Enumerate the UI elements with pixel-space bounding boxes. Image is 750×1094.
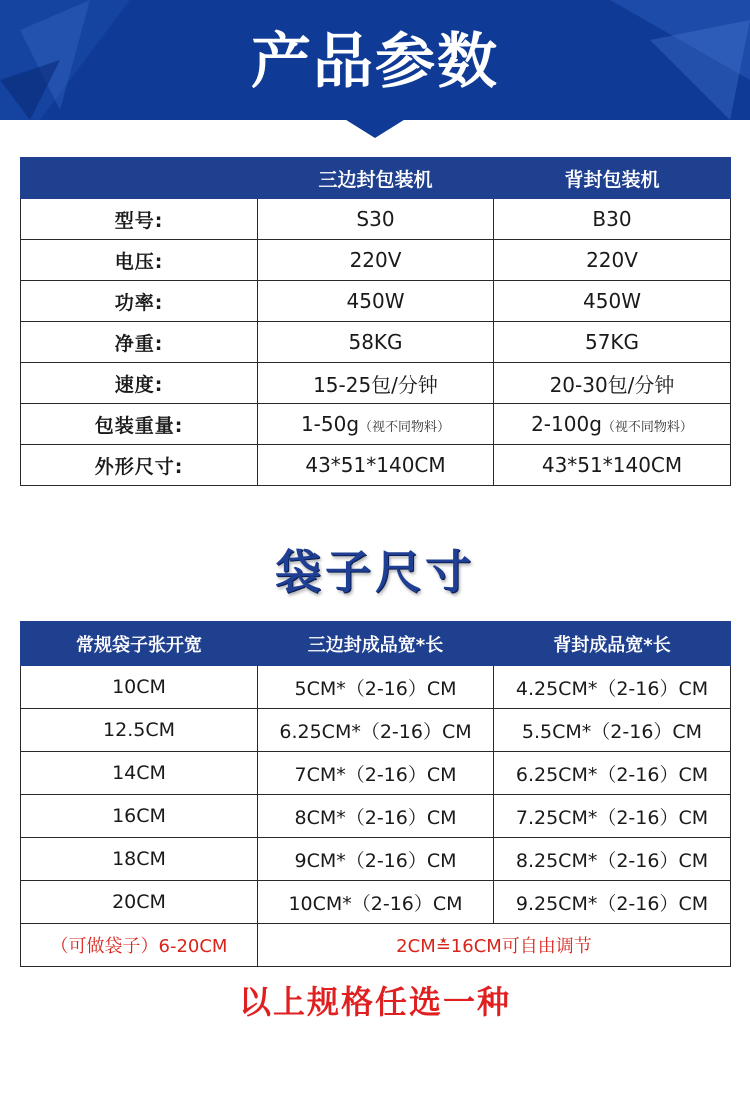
cell-value: 57KG <box>494 322 731 363</box>
params-table <box>20 157 731 486</box>
table-row <box>21 199 731 240</box>
params-header-back-seal: 背封包装机 <box>494 158 731 199</box>
cell-value: 6.25CM*（2-16）CM <box>258 709 494 752</box>
row-label: 电压: <box>21 240 258 281</box>
cell-value: B30 <box>494 199 731 240</box>
cell-value: 18CM <box>21 838 258 881</box>
cell-value: 6.25CM*（2-16）CM <box>494 752 731 795</box>
cell-value: 12.5CM <box>21 709 258 752</box>
table-row <box>21 666 731 709</box>
table-row <box>21 281 731 322</box>
custom-size-row <box>21 924 731 967</box>
cell-value: 8.25CM*（2-16）CM <box>494 838 731 881</box>
table-row <box>21 445 731 486</box>
params-header-row <box>21 158 731 199</box>
table-row <box>21 795 731 838</box>
table-row <box>21 240 731 281</box>
cell-value: 20CM <box>21 881 258 924</box>
cell-value: 15-25包/分钟 <box>258 363 494 404</box>
bag-header-open-width: 常规袋子张开宽 <box>21 622 258 666</box>
cell-value: 7CM*（2-16）CM <box>258 752 494 795</box>
cell-value: 7.25CM*（2-16）CM <box>494 795 731 838</box>
row-label: 外形尺寸: <box>21 445 258 486</box>
cell-value: 220V <box>494 240 731 281</box>
params-header-three-side: 三边封包装机 <box>258 158 494 199</box>
table-row <box>21 838 731 881</box>
table-row <box>21 363 731 404</box>
cell-value: 5CM*（2-16）CM <box>258 666 494 709</box>
params-header-empty <box>21 158 258 199</box>
cell-value: 10CM*（2-16）CM <box>258 881 494 924</box>
page-title: 产品参数 <box>251 27 499 97</box>
table-row <box>21 752 731 795</box>
banner-notch <box>343 118 407 138</box>
cell-value: 220V <box>258 240 494 281</box>
table-row <box>21 881 731 924</box>
weight-value: 1-50g <box>300 412 360 436</box>
weight-note: （视不同物料） <box>359 420 451 435</box>
cell-value: 9.25CM*（2-16）CM <box>494 881 731 924</box>
cell-value: 58KG <box>258 322 494 363</box>
cell-value: 10CM <box>21 666 258 709</box>
cell-value <box>494 404 731 445</box>
cell-value: S30 <box>258 199 494 240</box>
cell-value: 43*51*140CM <box>494 445 731 486</box>
custom-bag-range: （可做袋子）6-20CM <box>21 924 258 967</box>
table-row <box>21 322 731 363</box>
cell-value: 43*51*140CM <box>258 445 494 486</box>
cell-value: 8CM*（2-16）CM <box>258 795 494 838</box>
adjustable-range: 2CM≛16CM可自由调节 <box>258 924 731 967</box>
header-banner <box>0 0 750 120</box>
cell-value: 16CM <box>21 795 258 838</box>
row-label: 功率: <box>21 281 258 322</box>
cell-value: 20-30包/分钟 <box>494 363 731 404</box>
row-label: 速度: <box>21 363 258 404</box>
cell-value: 5.5CM*（2-16）CM <box>494 709 731 752</box>
cell-value: 450W <box>494 281 731 322</box>
cell-value: 9CM*（2-16）CM <box>258 838 494 881</box>
bag-header-back-seal: 背封成品宽*长 <box>494 622 731 666</box>
weight-note: （视不同物料） <box>601 420 693 435</box>
cell-value: 14CM <box>21 752 258 795</box>
bag-section-title: 袋子尺寸 <box>275 545 475 599</box>
footer-note: 以上规格任选一种 <box>238 983 511 1021</box>
row-label: 型号: <box>21 199 258 240</box>
weight-value: 2-100g <box>531 412 602 436</box>
row-label: 净重: <box>21 322 258 363</box>
row-label: 包装重量: <box>21 404 258 445</box>
table-row <box>21 404 731 445</box>
cell-value <box>258 404 494 445</box>
table-row <box>21 709 731 752</box>
cell-value: 4.25CM*（2-16）CM <box>494 666 731 709</box>
bag-size-table <box>20 621 731 967</box>
cell-value: 450W <box>258 281 494 322</box>
bag-header-row <box>21 622 731 666</box>
bag-header-three-side: 三边封成品宽*长 <box>258 622 494 666</box>
